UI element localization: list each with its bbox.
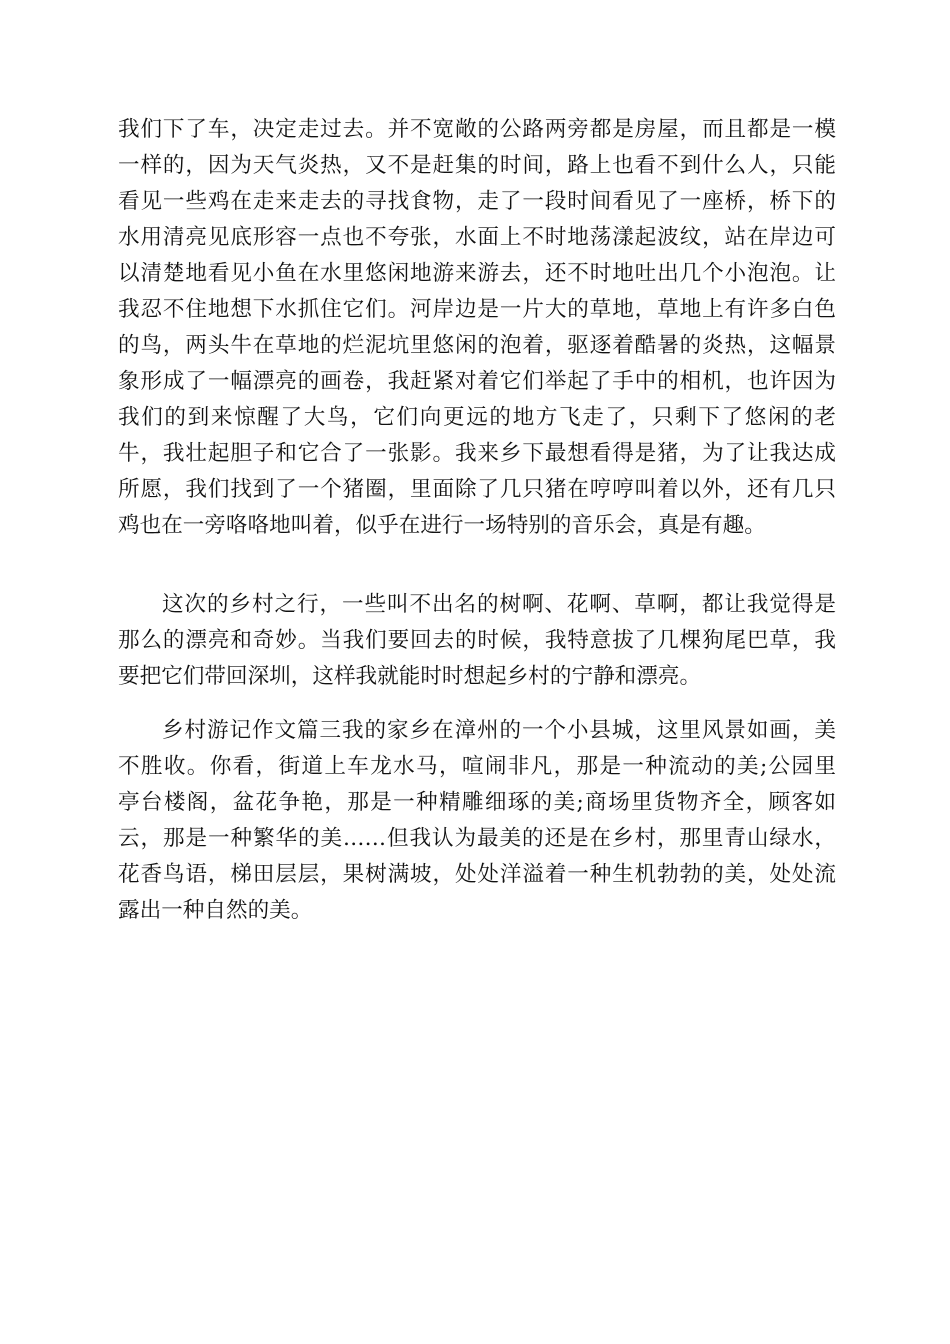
paragraph-1-line: 以清楚地看见小鱼在水里悠闲地游来游去，还不时地吐出几个小泡泡。让 xyxy=(118,261,836,286)
paragraph-1-line: 象形成了一幅漂亮的画卷，我赶紧对着它们举起了手中的相机，也许因为 xyxy=(118,369,836,394)
paragraph-1-line: 牛，我壮起胆子和它合了一张影。我来乡下最想看得是猪，为了让我达成 xyxy=(118,441,836,466)
paragraph-1-line: 水用清亮见底形容一点也不夸张，水面上不时地荡漾起波纹，站在岸边可 xyxy=(118,225,836,250)
paragraph-3-line: 露出一种自然的美。 xyxy=(118,898,313,923)
paragraph-3-line: 云，那是一种繁华的美……但我认为最美的还是在乡村，那里青山绿水， xyxy=(118,826,836,851)
paragraph-1 xyxy=(118,112,836,544)
paragraph-1-line: 看见一些鸡在走来走去的寻找食物，走了一段时间看见了一座桥，桥下的 xyxy=(118,189,836,214)
paragraph-3-line: 亭台楼阁，盆花争艳，那是一种精雕细琢的美;商场里货物齐全，顾客如 xyxy=(118,790,836,815)
paragraph-3 xyxy=(118,713,836,929)
paragraph-1-line: 鸡也在一旁咯咯地叫着，似乎在进行一场特别的音乐会，真是有趣。 xyxy=(118,513,766,538)
paragraph-2-line: 那么的漂亮和奇妙。当我们要回去的时候，我特意拔了几棵狗尾巴草，我 xyxy=(118,628,836,653)
paragraph-3-line: 花香鸟语，梯田层层，果树满坡，处处洋溢着一种生机勃勃的美，处处流 xyxy=(118,862,836,887)
paragraph-1-line: 所愿，我们找到了一个猪圈，里面除了几只猪在哼哼叫着以外，还有几只 xyxy=(118,477,836,502)
paragraph-1-line: 一样的，因为天气炎热，又不是赶集的时间，路上也看不到什么人，只能 xyxy=(118,153,836,178)
paragraph-1-line: 我们下了车，决定走过去。并不宽敞的公路两旁都是房屋，而且都是一模 xyxy=(118,117,836,142)
paragraph-2-line: 这次的乡村之行，一些叫不出名的树啊、花啊、草啊，都让我觉得是 xyxy=(162,592,836,617)
paragraph-2 xyxy=(118,587,836,695)
paragraph-3-line: 不胜收。你看，街道上车龙水马，喧闹非凡，那是一种流动的美;公园里 xyxy=(118,754,836,779)
paragraph-1-line: 的鸟，两头牛在草地的烂泥坑里悠闲的泡着，驱逐着酷暑的炎热，这幅景 xyxy=(118,333,836,358)
paragraph-1-line: 我忍不住地想下水抓住它们。河岸边是一片大的草地，草地上有许多白色 xyxy=(118,297,836,322)
paragraph-2-line: 要把它们带回深圳，这样我就能时时想起乡村的宁静和漂亮。 xyxy=(118,664,702,689)
paragraph-3-line: 乡村游记作文篇三我的家乡在漳州的一个小县城，这里风景如画，美 xyxy=(162,718,836,743)
paragraph-1-line: 我们的到来惊醒了大鸟，它们向更远的地方飞走了，只剩下了悠闲的老 xyxy=(118,405,836,430)
